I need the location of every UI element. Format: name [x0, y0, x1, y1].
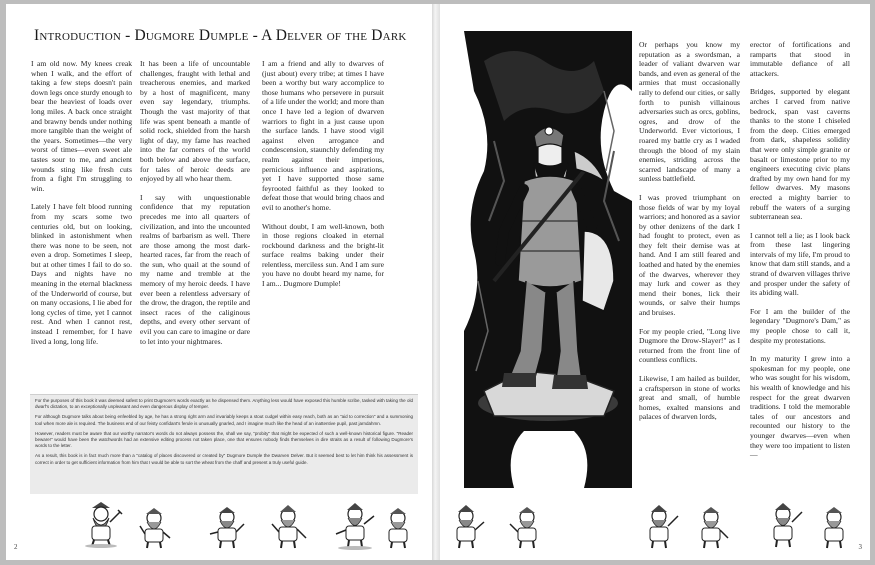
paragraph: Likewise, I am hailed as builder, a craftsperson in stone of works great and small, of humble homes, exalted mansions and palaces of dwarven lords, [639, 374, 740, 422]
paragraph: Bridges, supported by elegant arches I carved from native bedrock, span vast caverns thanks to the stone I chiseled from the deep. Cities emerged from dark, shapeless solidity that were only simple granite or basalt or limestone prior to my engineers executing civic plans drafted by my own hand for my fellow dwarves. My masons erected a mighty barrier to rebuff the waters of a surging subterranean sea. [750, 87, 850, 222]
dwarf-doodle-icon [636, 502, 682, 550]
text-column-5 [750, 40, 850, 460]
text-column-1 [31, 59, 132, 346]
left-page [6, 4, 432, 560]
right-page [440, 4, 870, 560]
dwarf-doodle-icon [134, 506, 174, 550]
dwarf-doodle-icon [506, 504, 548, 550]
text-column-4 [639, 40, 740, 422]
paragraph: In my maturity I grew into a spokesman for my people, one who was sought for his wisdom, his wealth of knowledge and his respect for the great dwarven traditions. I told the memorable tales of our ancestors and recounted our history to the younger dwarves—even when they were too impatient to listen— [750, 354, 850, 460]
chapter-title: Introduction - Dugmore Dumple - A Delver of the Dark [34, 27, 407, 44]
note-paragraph: For although Dugmore talks about being enfeebled by age, he has a strong right arm and invariably keeps a stout cudgel within easy reach, both as an "aid to correction" and a summoning tool when more ale is required. The business end of our feisty confidant's ferule is unusually gnarled, and I imagine much like the head of an inattentive pupil, past jarndahmn. [35, 414, 413, 426]
dwarf-doodle-icon [206, 504, 248, 550]
note-paragraph: However, readers must be aware that our worthy narrator's words do not always possess the, shall we say, "probity" that might be expected of such a well-known historical figure. "Reader beware!" would have been the watchwords had an extensive editing process not taken place, one that ensures nobody finds themselves in dire straits as a result of following Dugmore's words to the letter. [35, 430, 413, 449]
paragraph: It has been a life of uncountable challenges, fraught with lethal and treacherous enemies, and marked by a host of magnificent, many even say legendary, triumphs. Though the vast majority of that life was spent beneath a mantle of solid rock, shielded from the harsh light of day, my fame has reached into the far corners of the world both below and above the surface, for tales of heroic deeds are enjoyed by all who hear them. [140, 59, 250, 184]
dwarf-miner-illustration-icon [464, 31, 632, 488]
book-gutter [432, 4, 440, 560]
text-column-2 [140, 59, 250, 346]
paragraph: erector of fortifications and ramparts that stood in immutable defiance of all attackers. [750, 40, 850, 78]
paragraph: I cannot tell a lie; as I look back from these last lingering intervals of my life, I'm proud to know that dam still stands, and a strand of dwarven villages thrive and prosper under the safety of its abiding wall. [750, 230, 850, 298]
note-paragraph: As a result, this book is in fact much more than a "catalog of places discovered or created by" Dugmore Dumple the Dwarven Delver. But it seemed best to let him think his assessment is correct in order to get sufficient information from him that I would be able to sort the wheat from the chaff and present a truly useful guide. [35, 453, 413, 465]
paragraph: I am a friend and ally to dwarves of (just about) every tribe; at times I have been a worthy but wary accomplice to those humans who persevere in pursuit of a life under the world; and more than once I have led a legion of dwarven warriors to fight in a just cause upon the surface lands. I have stood vigil against elven arrogance and condescension, staunchly defending my realm against their imperious, pernicious influence and aspirations, yet I have supported those same feyrooted faithful as they looked to defeat those that would bring chaos and evil to another's home. [262, 59, 384, 212]
paragraph: I am old now. My knees creak when I walk, and the effort of taking a few steps doesn't pain down legs once sturdy enough to bear the heaviest of loads over long miles. A back once straight and brawny bends under nothing more tangible than the weight of the years. Sometimes—the very worst of times—even sweet ale tastes sour to me, and ancient wounds sting like fresh cuts from a fight I'm struggling to win. [31, 59, 132, 193]
paragraph: For my people cried, "Long live Dugmore the Drow-Slayer!" as I returned from the front line of countless conflicts. [639, 326, 740, 365]
dwarf-doodle-icon [814, 504, 854, 550]
paragraph: Without doubt, I am well-known, both in those regions cloaked in eternal rockbound darkness and the bright-lit surface realms baking under their relentless, merciless sun. And I am sure you have no doubt heard my name, for I am... Dugmore Dumple! [262, 221, 384, 289]
paragraph: I was proved triumphant on those fields of war by my loyal warriors; and honored as a savior by other denizens of the dark I had fought to protect, even as they felt their demise was at hand. And I am still feared and loathed and hated by the enemies of the dwarves, wherever they may lurk and cower as they mend their bones, lick their wounds, or salve their humps and bruises. [639, 192, 741, 318]
page-number: 2 [14, 543, 18, 551]
note-paragraph: For the purposes of this book it was deemed safest to print Dugmore's words exactly as he dispensed them. Anything less would have exposed this humble scribe, tasked with taking the old dwarf's dictation, to an exceptionally unpleasant and even dangerous display of temper. [35, 398, 413, 410]
dwarf-doodle-icon [380, 506, 416, 550]
dwarf-doodle-icon [332, 500, 378, 550]
dwarf-doodle-icon [444, 502, 488, 550]
dwarf-doodle-icon [266, 502, 310, 550]
dwarf-doodle-icon [760, 500, 806, 550]
text-column-3 [262, 59, 384, 289]
scribe-note-box [30, 394, 418, 494]
paragraph: For I am the builder of the legendary "Dugmore's Dam," as my people chose to call it, despite my protestations. [750, 306, 850, 345]
paragraph: Lately I have felt blood running from my scars some two centuries old, but on looking, blinked in astonishment when there was none to be seen, not even a drop. Sometimes I sleep, but at other times I fail to do so. Days and nights have no meaning in the eternal blackness of the Underworld of course, but on many occasions, I lie abed for long cycles of time, yet I cannot rest. And when I cannot rest, instead I remember, for I have lived a long, long life. [31, 202, 132, 346]
dwarf-doodle-icon [78, 500, 124, 548]
paragraph: I say with unquestionable confidence that my reputation precedes me into all quarters of civilization, and into the uncounted realms of barbarism as well. There are those among the most dark-hearted races, far from the reach of the sun, who quail at the sound of my name and tremble at the memory of my heroic deeds. I have ever been a relentless adversary of the drow, the dragon, the reptile and insect races of the caliginous depths, and every other servant of evil you can care to imagine or dare to let into your nightmares. [140, 192, 250, 346]
paragraph: Or perhaps you know my reputation as a swordsman, a leader of valiant dwarven war bands, and even as general of the armies that must occasionally rally to defend our cities, or sally forth to punish villainous adversaries such as orcs, goblins, ogres, and drow of the Underworld. Ever victorious, I roared my battle cry as I waded through the blood of my slain enemies, striding across the scarred landscape of many a sunless battlefield. [639, 40, 740, 184]
page-number: 3 [858, 543, 862, 551]
dwarf-doodle-icon [690, 504, 732, 550]
